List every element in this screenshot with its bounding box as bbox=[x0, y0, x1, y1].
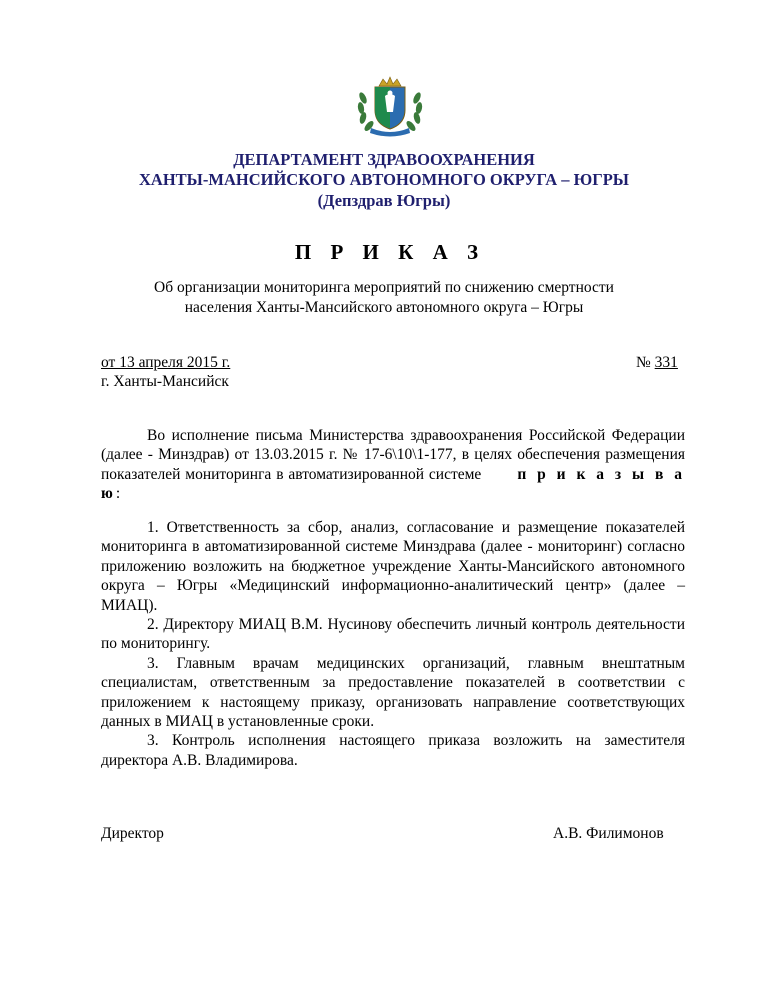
preamble-paragraph bbox=[101, 426, 685, 504]
department-short-name: (Депздрав Югры) bbox=[317, 191, 451, 210]
signature-role: Директор bbox=[101, 825, 164, 842]
order-word: п р и к а з ы в а ю bbox=[101, 465, 685, 503]
order-number-value: 331 bbox=[654, 354, 678, 371]
document-title: П Р И К А З bbox=[294, 240, 486, 264]
order-items bbox=[101, 518, 685, 770]
order-item: 1. Ответственность за сбор, анализ, согласование и размещение показателей мониторинга в автоматизированной системе Минздрава (далее - мониторинг) согласно приложению возложить на бюджетное учреждение Ханты-Мансийского автономного округа – Югры «Медицинский информационно-аналитический центр» (далее – МИАЦ). bbox=[101, 519, 685, 614]
subject-line2: населения Ханты-Мансийского автономного округа – Югры bbox=[184, 299, 584, 316]
department-name-line1: ДЕПАРТАМЕНТ ЗДРАВООХРАНЕНИЯ bbox=[233, 150, 535, 169]
subject-line1: Об организации мониторинга мероприятий по снижению смертности bbox=[154, 279, 614, 296]
order-number bbox=[636, 354, 678, 372]
preamble-text: Во исполнение письма Министерства здравоохранения Российской Федерации (далее - Минздрав) от 13.03.2015 г. № 17-6\10\1-177, в целях обеспечения размещения показателей мониторинга в автоматизированной системе bbox=[101, 427, 685, 483]
order-item: 3. Главным врачам медицинских организаций, главным внештатным специалистам, ответственным за предоставление показателей в соответствии с приложением к настоящему приказу, организовать направление соответствующих данных в МИАЦ в установленные сроки. bbox=[101, 654, 685, 731]
department-name-line2: ХАНТЫ-МАНСИЙСКОГО АВТОНОМНОГО ОКРУГА – ЮГРЫ bbox=[139, 170, 629, 189]
preamble-text-block bbox=[101, 426, 685, 504]
order-date: от 13 апреля 2015 г. bbox=[101, 354, 231, 371]
coat-of-arms-icon bbox=[355, 76, 425, 138]
order-number-prefix: № bbox=[636, 354, 655, 371]
order-city: г. Ханты-Мансийск bbox=[101, 373, 229, 390]
order-item: 3. Контроль исполнения настоящего приказа возложить на заместителя директора А.В. Владимирова. bbox=[101, 732, 685, 769]
signature-name: А.В. Филимонов bbox=[553, 825, 664, 842]
order-item: 2. Директору МИАЦ В.М. Нусинову обеспечить личный контроль деятельности по мониторингу. bbox=[101, 616, 685, 653]
order-word-colon: : bbox=[115, 485, 121, 503]
